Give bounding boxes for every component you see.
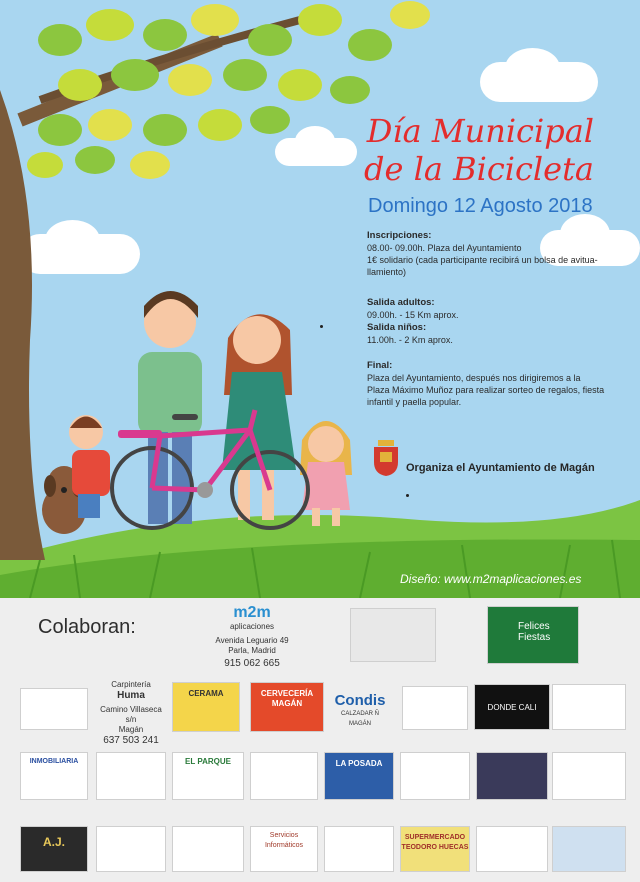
carpinteria-label: Carpintería xyxy=(111,680,151,689)
condis-card xyxy=(330,684,390,728)
supermercado-card xyxy=(400,826,470,872)
m2m-sponsor xyxy=(212,604,292,669)
kids-info xyxy=(367,322,605,346)
event-title-line1: Día Municipal xyxy=(366,112,594,150)
sponsor-card xyxy=(552,826,626,872)
sponsor-card xyxy=(96,826,166,872)
inmobiliaria-name: INMOBILIARIA xyxy=(29,758,79,765)
event-date: Domingo 12 Agosto 2018 xyxy=(368,195,593,217)
sponsor-card xyxy=(350,608,436,662)
final-text: Plaza del Ayuntamiento, después nos dirigiremos a la Plaza Máximo Muñoz para realizar sorteo de regalos, fiesta infantil y paella popular. xyxy=(367,373,605,407)
final-heading: Final: xyxy=(367,360,393,371)
aj-card xyxy=(20,826,88,872)
sponsor-card xyxy=(476,826,548,872)
bullet-dot xyxy=(320,325,323,328)
design-credit: Diseño: www.m2maplicaciones.es xyxy=(400,572,582,586)
donde-cali-card xyxy=(474,684,550,730)
carpinteria-name: Huma xyxy=(117,690,145,701)
servicios-name: Servicios Informáticos xyxy=(264,832,304,849)
sponsor-card xyxy=(172,826,244,872)
la-posada-card xyxy=(324,752,394,800)
sponsor-card xyxy=(552,684,626,730)
donde-cali-name: DONDE CALI xyxy=(487,703,537,712)
felices-fiestas-card xyxy=(487,606,579,664)
m2m-phone: 915 062 665 xyxy=(224,658,280,669)
collaborators-label: Colaboran: xyxy=(38,616,136,638)
sponsor-card xyxy=(402,686,468,730)
kids-heading: Salida niños: xyxy=(367,322,427,333)
cerveceria-name: CERVECERÍA MAGÁN xyxy=(260,689,314,708)
event-title xyxy=(264,112,594,188)
supermercado-name: SUPERMERCADO TEODORO HUECAS xyxy=(401,834,469,851)
registration-line1: 08.00- 09.00h. Plaza del Ayuntamiento xyxy=(367,243,522,253)
registration-info xyxy=(367,230,605,278)
kids-text: 11.00h. - 2 Km aprox. xyxy=(367,335,453,345)
registration-line2: 1€ solidario (cada participante recibirá un bolsa de avitua-llamiento) xyxy=(367,255,598,277)
servicios-card xyxy=(250,826,318,872)
m2m-subtitle: aplicaciones xyxy=(229,622,275,631)
adults-info xyxy=(367,297,605,321)
sponsor-card xyxy=(324,826,394,872)
cerveceria-card xyxy=(250,682,324,732)
sponsor-card xyxy=(552,752,626,800)
registration-heading: Inscripciones: xyxy=(367,230,432,241)
sponsor-card xyxy=(400,752,470,800)
carpinteria-sponsor xyxy=(100,680,162,746)
sponsor-card xyxy=(476,752,548,800)
m2m-city: Parla, Madrid xyxy=(228,646,276,655)
carpinteria-phone: 637 503 241 xyxy=(103,735,159,746)
el-parque-card xyxy=(172,752,244,800)
bullet-dot xyxy=(406,494,409,497)
organizer-text: Organiza el Ayuntamiento de Magán xyxy=(406,462,595,474)
sponsor-card xyxy=(96,752,166,800)
carpinteria-address: Camino Villaseca s/n xyxy=(100,705,162,724)
inmobiliaria-card xyxy=(20,752,88,800)
la-posada-name: LA POSADA xyxy=(335,759,383,768)
sponsor-card xyxy=(250,752,318,800)
event-title-line2: de la Bicicleta xyxy=(363,150,594,188)
el-parque-name: EL PARQUE xyxy=(185,757,231,766)
sponsor-card xyxy=(20,688,88,730)
m2m-logo: m2m xyxy=(233,604,271,621)
condis-sub: CALZADAR Ñ MAGÁN xyxy=(340,711,379,727)
carpinteria-city: Magán xyxy=(118,725,144,734)
aj-name: A.J. xyxy=(42,835,65,849)
cerama-card xyxy=(172,682,240,732)
final-info xyxy=(367,360,605,408)
cerama-name: CERAMA xyxy=(188,689,224,698)
m2m-address: Avenida Leguario 49 xyxy=(215,636,289,645)
condis-name: Condis xyxy=(334,692,386,709)
adults-text: 09.00h. - 15 Km aprox. xyxy=(367,310,459,320)
adults-heading: Salida adultos: xyxy=(367,297,435,308)
coat-of-arms-icon xyxy=(372,440,400,476)
felices-fiestas-text: Felices Fiestas xyxy=(518,621,551,643)
